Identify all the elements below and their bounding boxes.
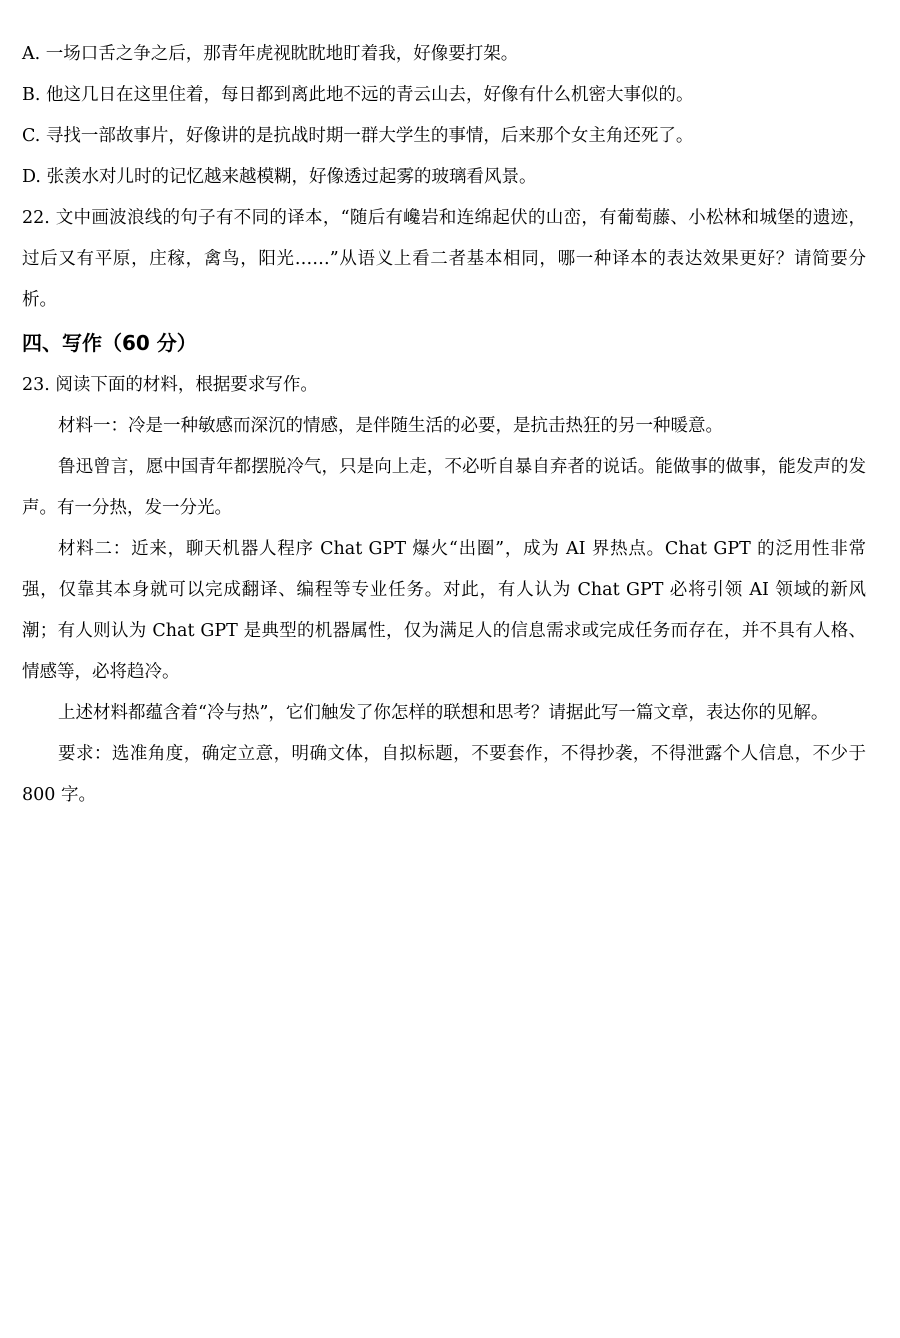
option-text: 他这几日在这里住着，每日都到离此地不远的青云山去，好像有什么机密大事似的。 [46,85,694,105]
material-1-paragraph-1: 材料一：冷是一种敏感而深沉的情感，是伴随生活的必要，是抗击热狂的另一种暖意。 [58,416,723,436]
question-number: 22. [22,208,50,228]
option-letter: B. [22,85,41,105]
option-letter: A. [22,44,41,64]
option-b [22,75,866,116]
question-22 [22,198,866,321]
writing-task: 上述材料都蕴含着“冷与热”，它们触发了你怎样的联想和思考？请据此写一篇文章，表达你的见解。 [58,703,829,723]
writing-requirements: 要求：选准角度，确定立意，明确文体，自拟标题，不要套作，不得抄袭，不得泄露个人信息，不少于 800 字。 [22,744,866,805]
question-text: 文中画波浪线的句子有不同的译本，“随后有巉岩和连绵起伏的山峦，有葡萄藤、小松林和城堡的遗迹，过后又有平原，庄稼，禽鸟，阳光……”从语义上看二者基本相同，哪一种译本的表达效果更好？请简要分析。 [22,208,866,310]
option-c [22,116,866,157]
option-letter: D. [22,167,41,187]
section-title-writing: 四、写作（60 分） [22,331,197,355]
option-d [22,157,866,198]
question-number: 23. [22,375,50,395]
question-prompt: 阅读下面的材料，根据要求写作。 [55,375,318,395]
option-letter: C. [22,126,41,146]
option-a [22,34,866,75]
question-23 [22,365,866,406]
material-1-paragraph-2: 鲁迅曾言，愿中国青年都摆脱冷气，只是向上走，不必听自暴自弃者的说话。能做事的做事，能发声的发声。有一分热，发一分光。 [22,457,866,518]
option-text: 寻找一部故事片，好像讲的是抗战时期一群大学生的事情，后来那个女主角还死了。 [45,126,694,146]
material-2-paragraph: 材料二：近来，聊天机器人程序 Chat GPT 爆火“出圈”，成为 AI 界热点。Chat GPT 的泛用性非常强，仅靠其本身就可以完成翻译、编程等专业任务。对此，有人认为 Chat GPT 必将引领 AI 领域的新风潮；有人则认为 Chat GPT 是典型的机器属性，仅为满足人的信息需求或完成任务而存在，并不具有人格、情感等，必将趋冷。 [22,539,866,682]
option-text: 张羡水对儿时的记忆越来越模糊，好像透过起雾的玻璃看风景。 [46,167,537,187]
option-text: 一场口舌之争之后，那青年虎视眈眈地盯着我，好像要打架。 [45,44,519,64]
